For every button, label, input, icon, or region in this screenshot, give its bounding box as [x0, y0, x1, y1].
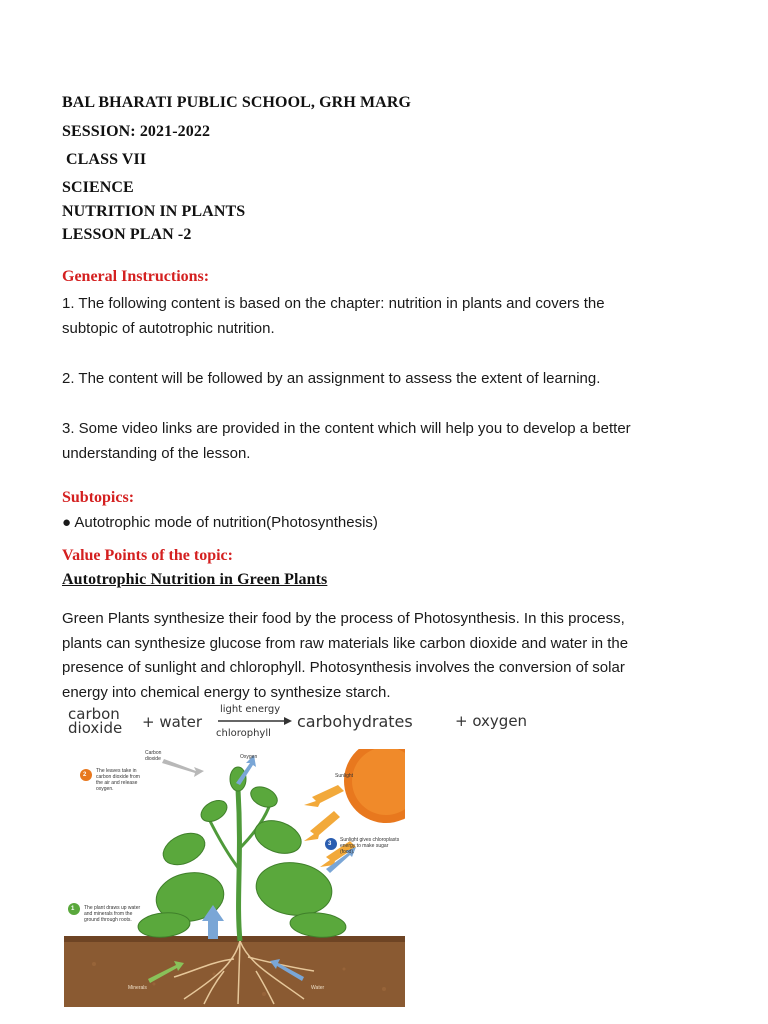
step-2-number: 2 — [83, 772, 87, 778]
water-label: Water — [311, 985, 325, 991]
product-oxygen: + oxygen — [455, 712, 528, 730]
instruction-2: 2. The content will be followed by an assignment to assess the extent of learning. — [62, 370, 601, 387]
session: SESSION: 2021-2022 — [62, 123, 211, 140]
photosynthesis-diagram — [64, 749, 405, 1007]
step-3-number: 3 — [328, 841, 332, 847]
instruction-1-line-1: 1. The following content is based on the chapter: nutrition in plants and covers the — [62, 295, 605, 312]
instruction-3-line-2: understanding of the lesson. — [62, 444, 251, 462]
chapter-title: NUTRITION IN PLANTS — [62, 203, 246, 220]
topic-subheading: Autotrophic Nutrition in Green Plants — [62, 571, 328, 588]
lesson-plan: LESSON PLAN -2 — [62, 226, 192, 243]
oxygen-label: Oxygen — [240, 754, 258, 760]
minerals-label: Minerals — [128, 985, 147, 991]
above-arrow-label: light energy — [220, 704, 281, 715]
instruction-3 — [62, 417, 702, 466]
instruction-3-line-1: 3. Some video links are provided in the content which will help you to develop a better — [62, 420, 631, 437]
subtopics-heading: Subtopics: — [62, 489, 135, 506]
paragraph-line-3: presence of sunlight and chlorophyll. Photosynthesis involves the conversion of solar — [62, 659, 625, 676]
product-carbohydrates: carbohydrates — [297, 712, 413, 731]
class: CLASS VII — [66, 151, 147, 168]
school-name: BAL BHARATI PUBLIC SCHOOL, GRH MARG — [62, 94, 412, 111]
instruction-1-line-2: subtopic of autotrophic nutrition. — [62, 319, 275, 337]
reactant-water: + water — [142, 713, 203, 731]
paragraph-line-1: Green Plants synthesize their food by the process of Photosynthesis. In this process, — [62, 610, 625, 627]
reaction-arrow — [216, 716, 294, 726]
value-points-heading: Value Points of the topic: — [62, 547, 233, 564]
subtopic-item: ● Autotrophic mode of nutrition(Photosynthesis) — [62, 514, 378, 531]
co2-label: Carbon dioxide — [145, 750, 162, 762]
subject: SCIENCE — [62, 179, 134, 196]
paragraph-line-4: energy into chemical energy to synthesize starch. — [62, 683, 391, 701]
instructions-heading: General Instructions: — [62, 268, 210, 285]
reactant-carbon-dioxide — [68, 707, 122, 735]
step-2-text: The leaves take in carbon dioxide from the air and release oxygen. — [96, 768, 140, 792]
topic-paragraph — [62, 607, 702, 705]
instruction-1 — [62, 292, 702, 341]
step-1-text: The plant draws up water and minerals from the ground through roots. — [84, 905, 141, 923]
sunlight-label: Sunlight — [335, 773, 354, 779]
reactant-line-1: carbon — [68, 705, 120, 723]
paragraph-line-2: plants can synthesize glucose from raw materials like carbon dioxide and water in the — [62, 634, 629, 652]
step-3-text: Sunlight gives chloroplasts energy to make sugar (food). — [340, 837, 400, 855]
below-arrow-label: chlorophyll — [216, 728, 271, 739]
reactant-line-2: dioxide — [68, 719, 123, 737]
step-1-number: 1 — [71, 906, 75, 912]
